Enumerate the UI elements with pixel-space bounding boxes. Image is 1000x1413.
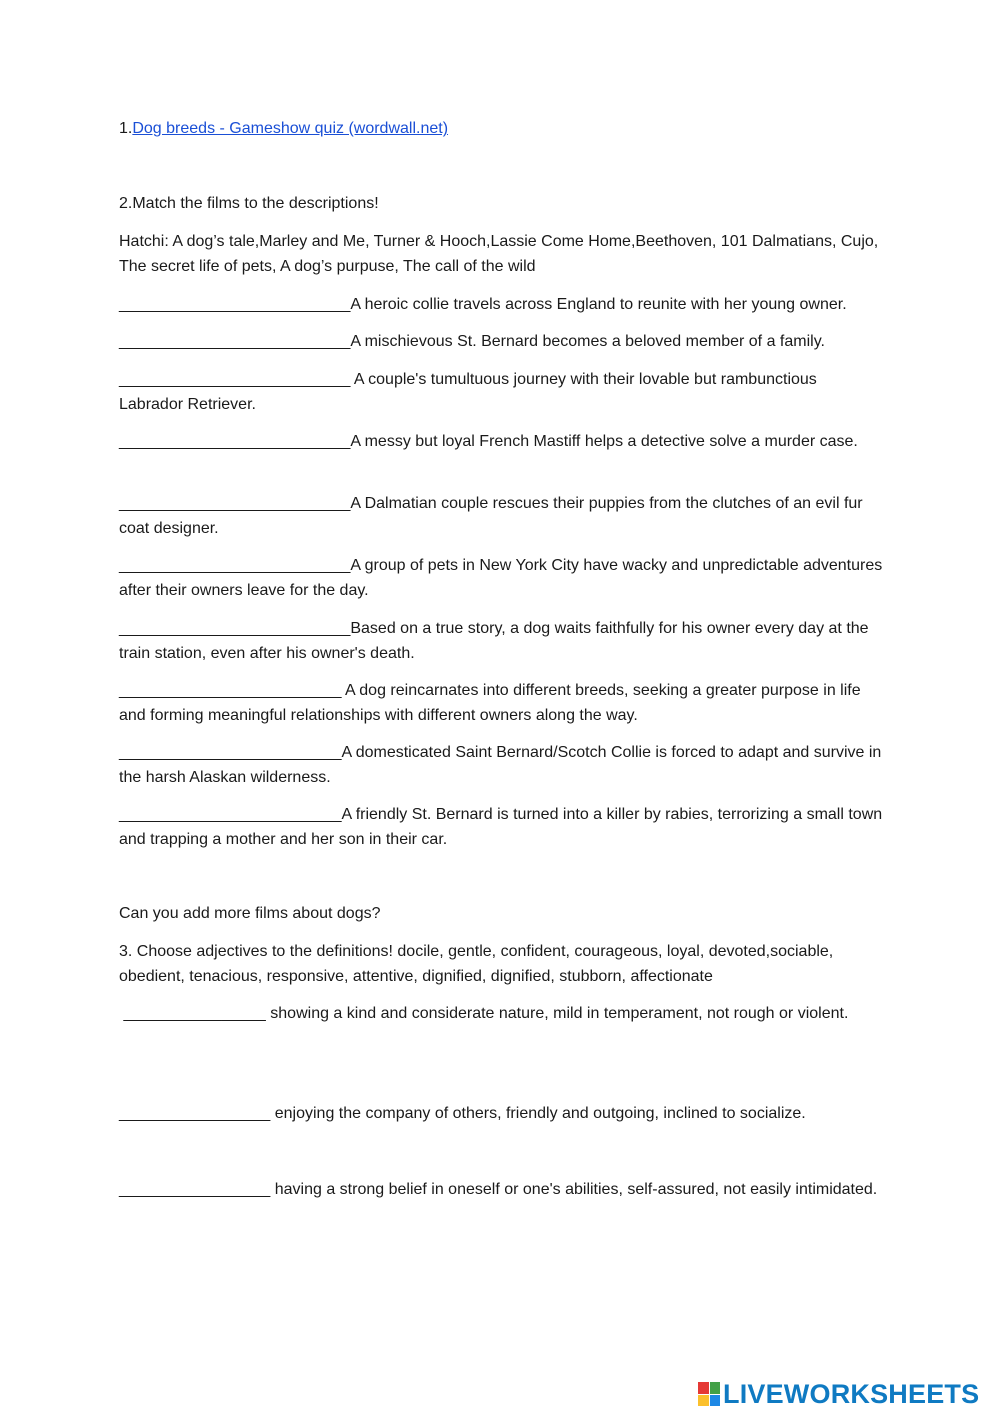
film-description: A dog reincarnates into different breeds, seeking a greater purpose in life and forming meaningful relationships with different owners along the way. bbox=[119, 682, 861, 724]
q2-item-6 bbox=[119, 554, 884, 603]
film-description: A domesticated Saint Bernard/Scotch Collie is forced to adapt and survive in the harsh Alaskan wilderness. bbox=[119, 744, 882, 786]
answer-blank[interactable]: _________________________ bbox=[119, 682, 346, 699]
answer-blank[interactable]: _________________________ bbox=[119, 806, 342, 823]
answer-blank[interactable]: __________________________ bbox=[119, 371, 354, 388]
q2-item-5 bbox=[119, 492, 884, 541]
q2-item-3 bbox=[119, 368, 884, 417]
answer-blank[interactable]: __________________________ bbox=[119, 296, 351, 313]
film-description: A couple's tumultuous journey with their lovable but rambunctious Labrador Retriever. bbox=[119, 371, 817, 413]
q1-line bbox=[119, 117, 884, 142]
film-description: A group of pets in New York City have wacky and unpredictable adventures after their owners leave for the day. bbox=[119, 557, 883, 599]
q3-item-1 bbox=[119, 1002, 884, 1027]
brand-wordmark: LIVEWORKSHEETS bbox=[723, 1378, 980, 1409]
q2-title: 2.Match the films to the descriptions! bbox=[119, 195, 379, 212]
film-description: A Dalmatian couple rescues their puppies from the clutches of an evil fur coat designer. bbox=[119, 495, 863, 537]
film-description: A mischievous St. Bernard becomes a beloved member of a family. bbox=[350, 333, 825, 350]
q3-item-3 bbox=[119, 1178, 884, 1203]
q2-item-7 bbox=[119, 617, 884, 666]
q2-extra-question: Can you add more films about dogs? bbox=[119, 905, 381, 922]
q2-word-bank: Hatchi: A dog’s tale,Marley and Me, Turner & Hooch,Lassie Come Home,Beethoven, 101 Dalmatians, Cujo, The secret life of pets, A dog’s purpuse, The call of the wild bbox=[119, 233, 879, 275]
wordwall-quiz-link[interactable]: Dog breeds - Gameshow quiz (wordwall.net) bbox=[132, 120, 449, 137]
adjective-definition: showing a kind and considerate nature, mild in temperament, not rough or violent. bbox=[270, 1005, 849, 1022]
q2-item-8 bbox=[119, 679, 884, 728]
answer-blank[interactable]: __________________________ bbox=[119, 333, 351, 350]
q2-item-2 bbox=[119, 330, 884, 355]
answer-blank[interactable]: ________________ bbox=[119, 1005, 266, 1022]
answer-blank[interactable]: __________________________ bbox=[119, 433, 351, 450]
q2-item-10 bbox=[119, 803, 884, 852]
q1-number: 1. bbox=[119, 120, 133, 137]
answer-blank[interactable]: __________________________ bbox=[119, 620, 351, 637]
liveworksheets-logo bbox=[698, 1378, 979, 1410]
adjective-definition: enjoying the company of others, friendly and outgoing, inclined to socialize. bbox=[274, 1105, 806, 1122]
q2-item-1 bbox=[119, 293, 884, 318]
film-description: Based on a true story, a dog waits faithfully for his owner every day at the train station, even after his owner's death. bbox=[119, 620, 869, 662]
answer-blank[interactable]: _________________________ bbox=[119, 744, 342, 761]
q3-item-2 bbox=[119, 1102, 884, 1127]
film-description: A friendly St. Bernard is turned into a killer by rabies, terrorizing a small town and trapping a mother and her son in their car. bbox=[119, 806, 883, 848]
film-description: A messy but loyal French Mastiff helps a detective solve a murder case. bbox=[350, 433, 858, 450]
answer-blank[interactable]: _________________ bbox=[119, 1181, 271, 1198]
answer-blank[interactable]: __________________________ bbox=[119, 557, 351, 574]
answer-blank[interactable]: __________________________ bbox=[119, 495, 351, 512]
q2-item-4 bbox=[119, 430, 884, 455]
answer-blank[interactable]: _________________ bbox=[119, 1105, 271, 1122]
q2-item-9 bbox=[119, 741, 884, 790]
q3-title: 3. Choose adjectives to the definitions! docile, gentle, confident, courageous, loyal, devoted,sociable, obedient, tenacious, responsive, attentive, dignified, dignified, stubborn, affectionate bbox=[119, 943, 834, 985]
logo-cube-icon bbox=[698, 1382, 720, 1406]
film-description: A heroic collie travels across England to reunite with her young owner. bbox=[350, 296, 847, 313]
adjective-definition: having a strong belief in oneself or one's abilities, self-assured, not easily intimidated. bbox=[274, 1181, 878, 1198]
